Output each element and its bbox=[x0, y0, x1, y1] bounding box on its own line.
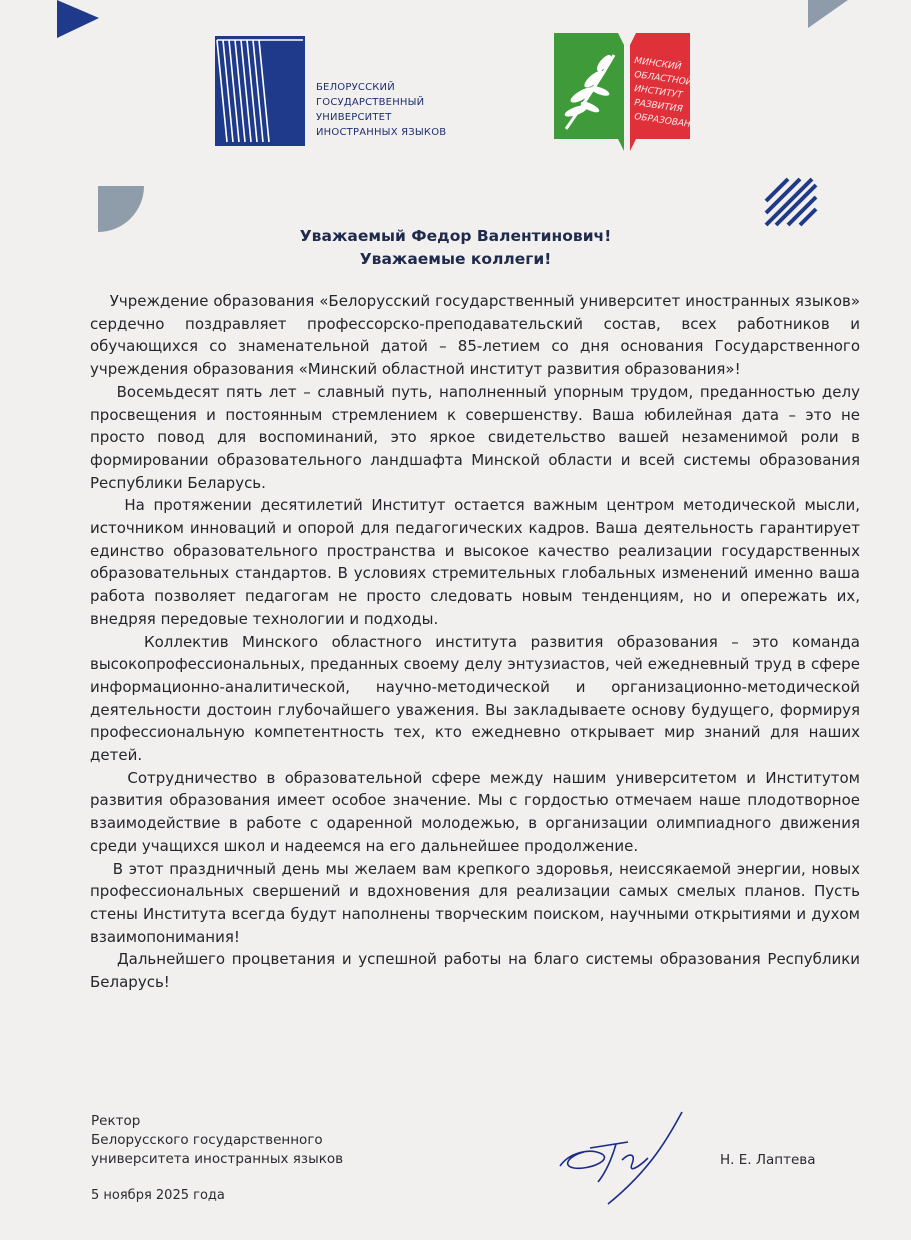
paragraph bbox=[90, 948, 860, 993]
signatory-title-line3: университета иностранных языков bbox=[91, 1151, 344, 1167]
paragraph-text: Коллектив Минского областного института развития образования – это команда высокопрофессиональных, преданных своему делу энтузиастов, чей ежедневный труд в сфере информационно-аналитической, научно-методической и организационно-методической деятельности достоин глубочайшего уважения. Вы закладываете основу будущего, формируя профессиональную компетентность тех, кто ежедневно открывает мир знаний для наших детей. bbox=[90, 632, 860, 765]
signatory-title-line1: Ректор bbox=[91, 1113, 141, 1129]
signatory-name: Н. Е. Лаптева bbox=[720, 1152, 816, 1168]
hatch-decoration-icon bbox=[766, 179, 816, 225]
letter-body bbox=[90, 290, 860, 994]
paragraph bbox=[90, 494, 860, 630]
paragraph bbox=[90, 858, 860, 949]
handwritten-signature-icon bbox=[550, 1108, 690, 1208]
quarter-circle-decoration-icon bbox=[98, 186, 144, 232]
paragraph bbox=[90, 290, 860, 381]
paragraph-text: Учреждение образования «Белорусский государственный университет иностранных языков» сердечно поздравляет профессорско-преподавательский состав, всех работников и обучающихся со знаменательной датой – 85-летием со дня основания Государственного учреждения образования «Минский областной институт развития образования»! bbox=[90, 292, 861, 379]
university-logo-line2: ГОСУДАРСТВЕННЫЙ bbox=[316, 97, 425, 108]
paragraph-text: Дальнейшего процветания и успешной работы на благо системы образования Республики Беларусь! bbox=[90, 950, 861, 992]
university-logo-line1: БЕЛОРУССКИЙ bbox=[316, 82, 395, 93]
university-logo-line3: УНИВЕРСИТЕТ bbox=[316, 112, 392, 123]
university-logo-line4: ИНОСТРАННЫХ ЯЗЫКОВ bbox=[316, 127, 447, 138]
paragraph bbox=[90, 767, 860, 858]
signatory-title-line2: Белорусского государственного bbox=[91, 1132, 323, 1148]
triangle-decoration-icon bbox=[57, 0, 99, 40]
signatory-title bbox=[91, 1112, 343, 1169]
institute-logo bbox=[554, 33, 705, 151]
paragraph-text: Сотрудничество в образовательной сфере между нашим университетом и Институтом развития образования имеет особое значение. Мы с гордостью отмечаем наше плодотворное взаимодействие в работе с одаренной молодежью, в организации олимпиадного движения среди учащихся школ и надеемся на его дальнейшее продолжение. bbox=[90, 768, 860, 855]
paragraph-text: В этот праздничный день мы желаем вам крепкого здоровья, неиссякаемой энергии, новых профессиональных свершений и вдохновения для реализации самых смелых планов. Пусть стены Института всегда будут наполнены творческим поиском, научными открытиями и духом взаимопонимания! bbox=[90, 859, 860, 946]
greeting-line-2: Уважаемые коллеги! bbox=[359, 250, 552, 268]
paragraph bbox=[90, 631, 860, 767]
university-logo bbox=[215, 36, 465, 146]
university-emblem-icon bbox=[215, 36, 305, 146]
triangle-decoration-icon bbox=[808, 0, 848, 30]
svg-text:ОБЛАСТНОЙ: ОБЛАСТНОЙ bbox=[633, 70, 693, 89]
svg-text:МИНСКИЙ: МИНСКИЙ bbox=[633, 56, 682, 73]
svg-text:ОБРАЗОВАНИЯ: ОБРАЗОВАНИЯ bbox=[633, 112, 705, 132]
svg-text:РАЗВИТИЯ: РАЗВИТИЯ bbox=[633, 98, 684, 115]
institute-logo-text bbox=[634, 54, 704, 132]
paragraph-text: На протяжении десятилетий Институт остается важным центром методической мысли, источником инноваций и опорой для педагогических кадров. Ваша деятельность гарантирует единство образовательного пространства и высокое качество реализации государственных образовательных стандартов. В условиях стремительных глобальных изменений именно ваша работа позволяет педагогам не просто следовать новым тенденциям, но и опережать их, внедряя передовые технологии и подходы. bbox=[90, 496, 860, 628]
svg-text:ИНСТИТУТ: ИНСТИТУТ bbox=[633, 84, 684, 101]
paragraph bbox=[90, 381, 860, 495]
greeting-line-1: Уважаемый Федор Валентинович! bbox=[299, 227, 612, 245]
letter-date: 5 ноября 2025 года bbox=[91, 1188, 225, 1203]
paragraph-text: Восемьдесят пять лет – славный путь, наполненный упорным трудом, преданностью делу просвещения и постоянным стремлением к совершенству. Ваша юбилейная дата – это не просто повод для воспоминаний, это яркое свидетельство вашей незаменимой роли в формировании образовательного ландшафта Минской области и всей системы образования Республики Беларусь. bbox=[90, 382, 860, 492]
